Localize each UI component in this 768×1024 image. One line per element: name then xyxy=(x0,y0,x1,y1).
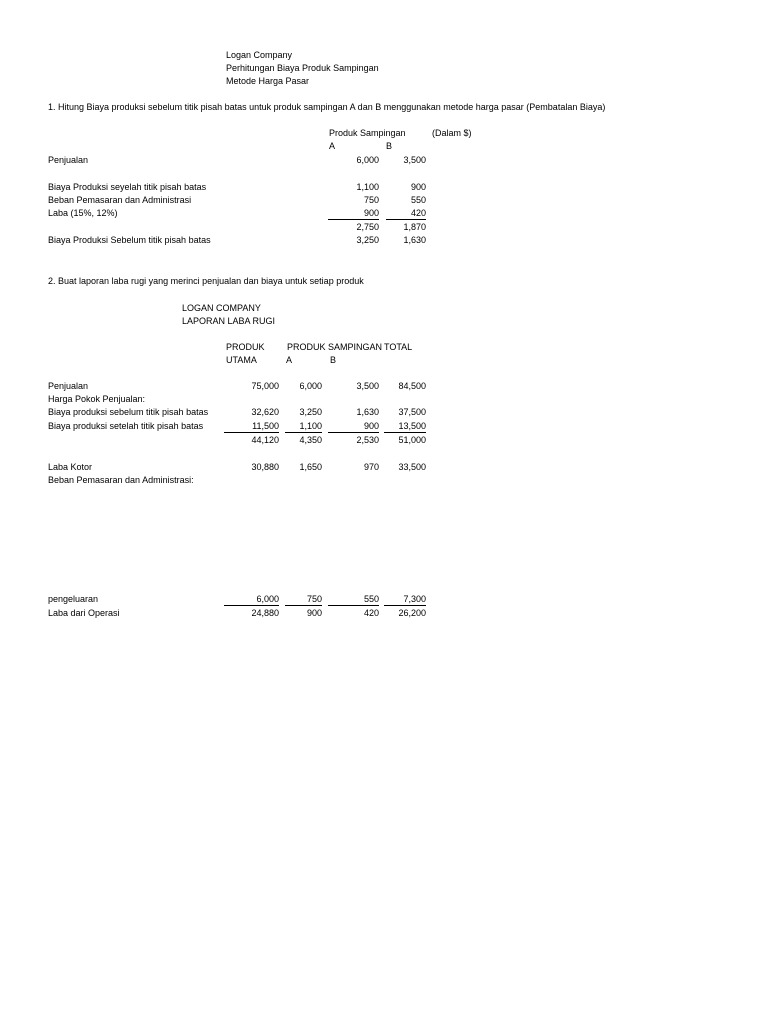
row-label-pengeluaran: pengeluaran xyxy=(48,594,99,604)
row-label-biaya-sebelum: Biaya Produksi Sebelum titik pisah batas xyxy=(48,235,211,245)
header-total: TOTAL xyxy=(384,342,413,352)
cell-pengeluaran-total: 7,300 xyxy=(384,594,426,606)
cell-subtotal-total: 51,000 xyxy=(398,435,426,445)
method-title: Metode Harga Pasar xyxy=(226,76,310,86)
cell-sebelum-b: 1,630 xyxy=(356,407,379,417)
col-b-header: B xyxy=(386,141,393,151)
cell-pengeluaran-utama: 6,000 xyxy=(224,594,279,606)
cell-setelah-a: 1,100 xyxy=(285,421,322,433)
cell-subtotal-b: 2,530 xyxy=(356,435,379,445)
cell-subtotal-utama: 44,120 xyxy=(251,435,279,445)
cell-laba-kotor-utama: 30,880 xyxy=(251,462,279,472)
cell-subtotal-a: 4,350 xyxy=(299,435,322,445)
row-label-biaya-setelah: Biaya produksi setelah titik pisah batas xyxy=(48,421,204,431)
cell-penjualan-a: 6,000 xyxy=(299,381,322,391)
report-title: LAPORAN LABA RUGI xyxy=(182,316,276,326)
col-group-produk-sampingan: Produk Sampingan xyxy=(329,128,406,138)
cell-laba-b: 420 xyxy=(386,208,426,220)
cell-laba-a: 900 xyxy=(328,208,379,220)
row-label-hpp: Harga Pokok Penjualan: xyxy=(48,394,146,404)
cell-setelah-b: 900 xyxy=(328,421,379,433)
unit-label: (Dalam $) xyxy=(432,128,472,138)
cell-setelah-utama: 11,500 xyxy=(224,421,279,433)
row-label-beban: Beban Pemasaran dan Administrasi xyxy=(48,195,192,205)
cell-pengeluaran-b: 550 xyxy=(328,594,379,606)
cell-penjualan-total: 84,500 xyxy=(398,381,426,391)
cell-subtotal-a: 2,750 xyxy=(356,222,379,232)
cell-pengeluaran-a: 750 xyxy=(285,594,322,606)
header-utama: UTAMA xyxy=(226,355,257,365)
cell-subtotal-b: 1,870 xyxy=(403,222,426,232)
question-1: 1. Hitung Biaya produksi sebelum titik pisah batas untuk produk sampingan A dan B menggunakan metode harga pasar (Pembatalan Biaya) xyxy=(48,102,606,112)
cell-laba-kotor-b: 970 xyxy=(363,462,379,472)
row-label-laba-kotor: Laba Kotor xyxy=(48,462,93,472)
question-2: 2. Buat laporan laba rugi yang merinci penjualan dan biaya untuk setiap produk xyxy=(48,276,364,286)
col-a-header: A xyxy=(329,141,336,151)
cell-laba-operasi-a: 900 xyxy=(306,608,322,618)
row-label-beban: Beban Pemasaran dan Administrasi: xyxy=(48,475,194,485)
company-name: Logan Company xyxy=(226,50,293,60)
row-label-biaya-setelah: Biaya Produksi seyelah titik pisah batas xyxy=(48,182,207,192)
cell-setelah-b: 900 xyxy=(410,182,426,192)
header-produk: PRODUK xyxy=(226,342,265,352)
cell-penjualan-b: 3,500 xyxy=(356,381,379,391)
cell-laba-operasi-total: 26,200 xyxy=(398,608,426,618)
cell-setelah-total: 13,500 xyxy=(384,421,426,433)
cell-sebelum-b: 1,630 xyxy=(403,235,426,245)
document-title: Perhitungan Biaya Produk Sampingan xyxy=(226,63,379,73)
header-b: B xyxy=(330,355,337,365)
header-produk-sampingan: PRODUK SAMPINGAN xyxy=(287,342,383,352)
cell-beban-b: 550 xyxy=(410,195,426,205)
cell-sebelum-a: 3,250 xyxy=(356,235,379,245)
cell-penjualan-b: 3,500 xyxy=(403,155,426,165)
cell-laba-kotor-total: 33,500 xyxy=(398,462,426,472)
cell-penjualan-utama: 75,000 xyxy=(251,381,279,391)
cell-laba-operasi-b: 420 xyxy=(363,608,379,618)
cell-sebelum-total: 37,500 xyxy=(398,407,426,417)
row-label-biaya-sebelum: Biaya produksi sebelum titik pisah batas xyxy=(48,407,209,417)
row-label-penjualan: Penjualan xyxy=(48,381,89,391)
row-label-penjualan: Penjualan xyxy=(48,155,89,165)
row-label-laba-operasi: Laba dari Operasi xyxy=(48,608,120,618)
cell-penjualan-a: 6,000 xyxy=(356,155,379,165)
header-a: A xyxy=(286,355,293,365)
row-label-laba: Laba (15%, 12%) xyxy=(48,208,118,218)
report-company: LOGAN COMPANY xyxy=(182,303,261,313)
cell-laba-operasi-utama: 24,880 xyxy=(251,608,279,618)
cell-laba-kotor-a: 1,650 xyxy=(299,462,322,472)
cell-sebelum-utama: 32,620 xyxy=(251,407,279,417)
cell-setelah-a: 1,100 xyxy=(356,182,379,192)
cell-beban-a: 750 xyxy=(363,195,379,205)
cell-sebelum-a: 3,250 xyxy=(299,407,322,417)
